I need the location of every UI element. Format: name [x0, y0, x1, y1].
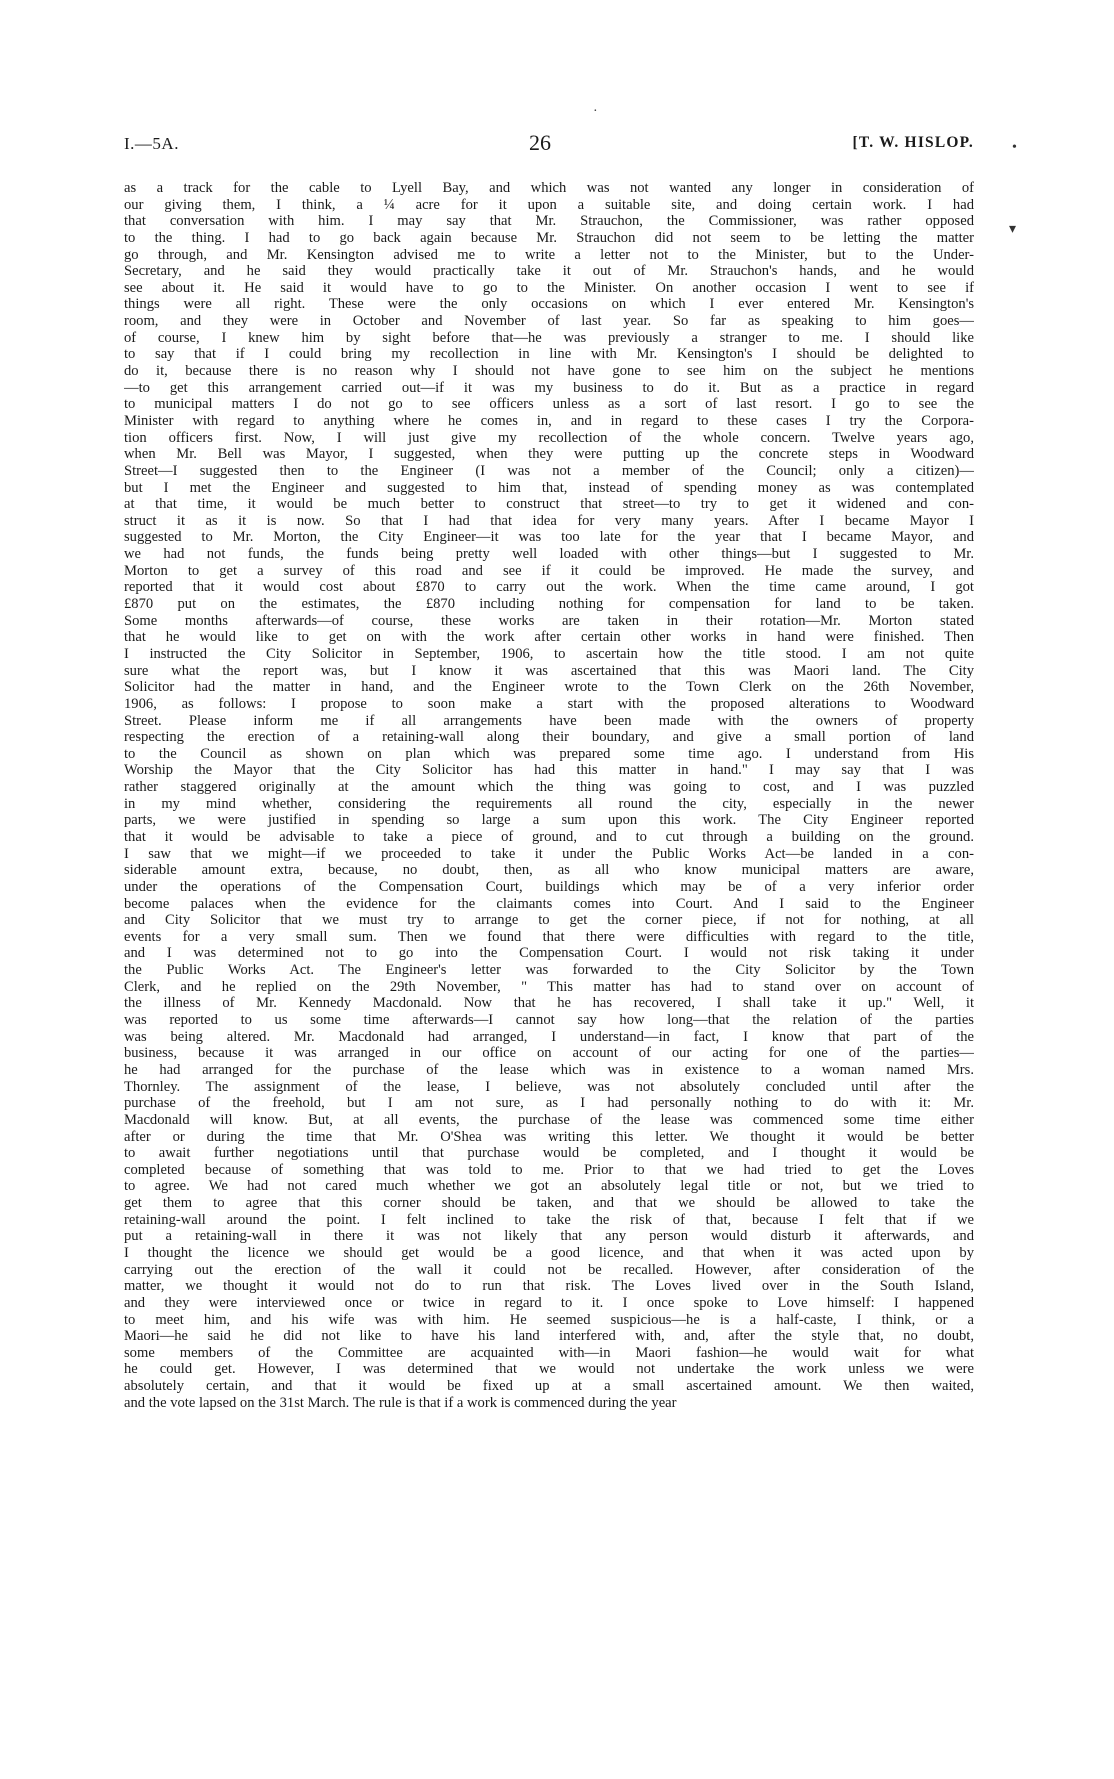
text-line: some members of the Committee are acquainted with—in Maori fashion—he would wait for what	[124, 1344, 974, 1361]
text-line: our giving them, I think, a ¼ acre for it upon a suitable site, and doing certain work. I had	[124, 196, 974, 213]
text-line: he could get. However, I was determined that we would not undertake the work unless we were	[124, 1361, 974, 1378]
text-line: to await further negotiations until that purchase would be completed, and I thought it would be	[124, 1145, 974, 1162]
text-line: at that time, it would be much better to construct that street—to try to get it widened and con-	[124, 496, 974, 513]
text-line: reported that it would cost about £870 to carry out the work. When the time came around, I got	[124, 579, 974, 596]
text-line: struct it as it is now. So that I had that idea for very many years. After I became Mayor I	[124, 512, 974, 529]
text-line: and I was determined not to go into the Compensation Court. I would not risk taking it under	[124, 945, 974, 962]
text-line: the Public Works Act. The Engineer's letter was forwarded to the City Solicitor by the Town	[124, 962, 974, 979]
text-line: and the vote lapsed on the 31st March. The rule is that if a work is commenced during the year	[124, 1394, 677, 1411]
text-line: business, because it was arranged in our office on account of our acting for one of the parties—	[124, 1045, 974, 1062]
text-line: rather staggered originally at the amount which the thing was going to cost, and I was puzzled	[124, 779, 974, 796]
text-line: to the Council as shown on plan which was prepared some time ago. I understand from His	[124, 745, 974, 762]
body-text	[124, 180, 974, 1411]
page-header	[124, 130, 974, 158]
text-line: see about it. He said it would have to go to the Minister. On another occasion I went to see if	[124, 279, 974, 296]
text-line: Worship the Mayor that the City Solicitor has had this matter in hand." I may say that I was	[124, 762, 974, 779]
speck-mark: ▾	[1009, 222, 1017, 237]
text-line: sure what the report was, but I know it was ascertained that this was Maori land. The City	[124, 662, 974, 679]
text-line: to say that if I could bring my recollection in line with Mr. Kensington's I should be delighted to	[124, 346, 974, 363]
text-line: but I met the Engineer and suggested to him that, instead of spending money as was contemplated	[124, 479, 974, 496]
text-line: Minister with regard to anything where he comes in, and in regard to these cases I try the Corpora-	[124, 412, 974, 429]
text-line: when Mr. Bell was Mayor, I suggested, when they were putting up the concrete steps in Woodward	[124, 446, 974, 463]
text-line: purchase of the freehold, but I am not sure, as I had personally nothing to do with it: Mr.	[124, 1095, 974, 1112]
text-line: Secretary, and he said they would practically take it out of Mr. Strauchon's hands, and he would	[124, 263, 974, 280]
text-line: to the thing. I had to go back again because Mr. Strauchon did not seem to be letting the matter	[124, 229, 974, 246]
text-line: Solicitor had the matter in hand, and the Engineer wrote to the Town Clerk on the 26th November,	[124, 679, 974, 696]
text-line: Morton to get a survey of this road and see if it could be improved. He made the survey, and	[124, 562, 974, 579]
text-line: completed because of something that was told to me. Prior to that we had tried to get the Loves	[124, 1161, 974, 1178]
text-line: Thornley. The assignment of the lease, I believe, was not absolutely concluded until after the	[124, 1078, 974, 1095]
text-line: Street. Please inform me if all arrangements have been made with the owners of property	[124, 712, 974, 729]
text-line: put a retaining-wall in there it was not likely that any person would disturb it afterwards, and	[124, 1228, 974, 1245]
text-line: was being altered. Mr. Macdonald had arranged, I understand—in fact, I know that part of the	[124, 1028, 974, 1045]
text-line: and they were interviewed once or twice in regard to it. I once spoke to Love himself: I happened	[124, 1294, 974, 1311]
text-line: and City Solicitor that we must try to arrange to get the corner piece, if not for nothing, at all	[124, 912, 974, 929]
text-line: I saw that we might—if we proceeded to take it under the Public Works Act—be landed in a con-	[124, 845, 974, 862]
text-line: become palaces when the evidence for the claimants comes into Court. And I said to the Engineer	[124, 895, 974, 912]
witness-name: [T. W. HISLOP.	[852, 134, 974, 151]
text-line: Maori—he said he did not like to have his land interfered with, and, after the style that, no doubt,	[124, 1328, 974, 1345]
text-line: room, and they were in October and November of last year. So far as speaking to him goes—	[124, 313, 974, 330]
text-line: that it would be advisable to take a piece of ground, and to cut through a building on the ground.	[124, 828, 974, 845]
text-line: after or during the time that Mr. O'Shea was writing this letter. We thought it would be better	[124, 1128, 974, 1145]
text-line: that he would like to get on with the work after certain other works in hand were finished. Then	[124, 629, 974, 646]
text-line: carrying out the erection of the wall it could not be recalled. However, after consideration of the	[124, 1261, 974, 1278]
text-line: respecting the erection of a retaining-wall along their boundary, and give a small portion of land	[124, 729, 974, 746]
text-line: Macdonald will know. But, at all events, the purchase of the lease was commenced some time either	[124, 1111, 974, 1128]
text-line: of course, I knew him by sight before that—he was previously a stranger to me. I should like	[124, 329, 974, 346]
text-line: to agree. We had not cared much whether we got an absolutely legal title or not, but we tried to	[124, 1178, 974, 1195]
text-line: tion officers first. Now, I will just give my recollection of the whole concern. Twelve years ago,	[124, 429, 974, 446]
text-line: to meet him, and his wife was with him. He seemed suspicious—he is a half-caste, I think, or a	[124, 1311, 974, 1328]
speck-mark: ·	[593, 104, 598, 119]
document-reference: I.—5A.	[124, 134, 179, 153]
text-line: we had not funds, the funds being pretty well loaded with other things—but I suggested to Mr.	[124, 546, 974, 563]
text-line: I thought the licence we should get would be a good licence, and that when it was acted upon by	[124, 1245, 974, 1261]
text-line: the illness of Mr. Kennedy Macdonald. Now that he has recovered, I shall take it up." Well, it	[124, 995, 974, 1012]
text-line: —to get this arrangement carried out—if it was my business to do it. But as a practice in regard	[124, 379, 974, 396]
text-line: in my mind whether, considering the requirements all round the city, especially in the newer	[124, 795, 974, 812]
text-line: absolutely certain, and that it would be fixed up at a small ascertained amount. We then waited,	[124, 1378, 974, 1395]
text-line: matter, we thought it would not do to run that risk. The Loves lived over in the South Island,	[124, 1278, 974, 1295]
text-line: that conversation with him. I may say that Mr. Strauchon, the Commissioner, was rather opposed	[124, 213, 974, 230]
text-line: Street—I suggested then to the Engineer (I was not a member of the Council; only a citizen)—	[124, 462, 974, 479]
text-line: as a track for the cable to Lyell Bay, and which was not wanted any longer in consideration of	[124, 180, 974, 196]
page-number: 26	[529, 130, 551, 155]
text-line: under the operations of the Compensation Court, buildings which may be of a very inferior order	[124, 878, 974, 895]
text-line: siderable amount extra, because, no doubt, then, as all who know municipal matters are aware,	[124, 862, 974, 879]
text-line: retaining-wall around the point. I felt inclined to take the risk of that, because I felt that if we	[124, 1211, 974, 1228]
text-line: parts, we were justified in spending so large a sum upon this work. The City Engineer reported	[124, 812, 974, 829]
text-line: go through, and Mr. Kensington advised me to write a letter not to the Minister, but to the Under-	[124, 246, 974, 263]
text-line: to municipal matters I do not go to see officers unless as a sort of last resort. I go to see the	[124, 396, 974, 413]
text-line: Some months afterwards—of course, these works are taken in their rotation—Mr. Morton stated	[124, 612, 974, 629]
speck-mark: •	[1012, 140, 1017, 155]
text-line: was reported to us some time afterwards—I cannot say how long—that the relation of the parties	[124, 1012, 974, 1029]
text-line: Clerk, and he replied on the 29th November, " This matter has had to stand over on account of	[124, 978, 974, 995]
text-line: £870 put on the estimates, the £870 including nothing for compensation for land to be taken.	[124, 596, 974, 613]
text-line: do it, because there is no reason why I should not have gone to see him on the subject he mentions	[124, 363, 974, 380]
text-line: 1906, as follows: I propose to soon make a start with the proposed alterations to Woodward	[124, 695, 974, 712]
text-line: events for a very small sum. Then we found that there were difficulties with regard to the title,	[124, 928, 974, 945]
text-line: I instructed the City Solicitor in September, 1906, to ascertain how the title stood. I am not quite	[124, 645, 974, 662]
text-line: suggested to Mr. Morton, the City Engineer—it was too late for the year that I became Mayor, and	[124, 529, 974, 546]
text-line: he had arranged for the purchase of the lease which was in existence to a woman named Mrs.	[124, 1061, 974, 1078]
text-line: things were all right. These were the only occasions on which I ever entered Mr. Kensington's	[124, 296, 974, 313]
text-line: get them to agree that this corner should be taken, and that we should be allowed to take the	[124, 1195, 974, 1212]
